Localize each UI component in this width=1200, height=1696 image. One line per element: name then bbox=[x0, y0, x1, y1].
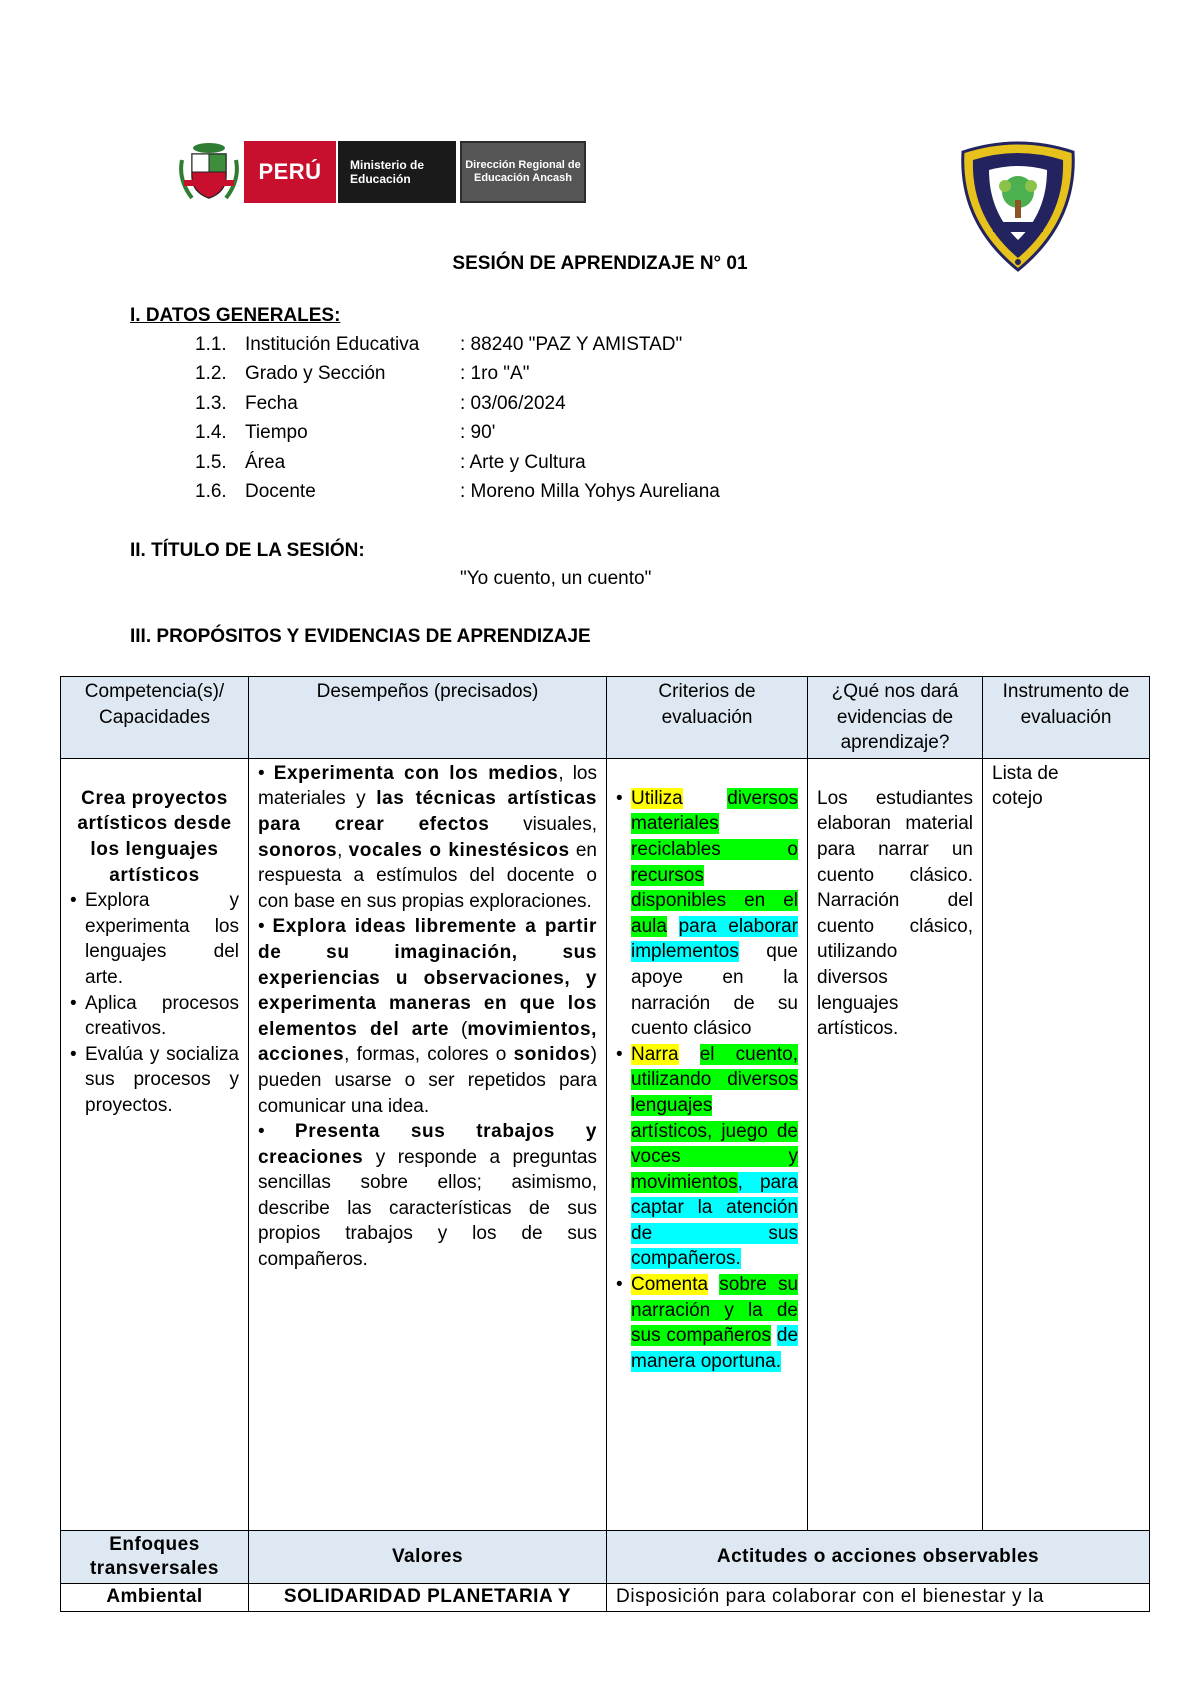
purposes-table bbox=[60, 676, 1150, 1612]
capacidades-list bbox=[70, 888, 239, 1118]
header-enfoques: Enfoques transversales bbox=[61, 1530, 249, 1583]
desempeno-bold: Explora ideas libremente a partir de su imaginación, sus experiencias u observaciones, y experimenta maneras en que los elementos del arte bbox=[258, 916, 597, 1040]
document-title: SESIÓN DE APRENDIZAJE N° 01 bbox=[452, 253, 748, 274]
peru-label: PERÚ bbox=[244, 141, 336, 203]
competencia-cell bbox=[61, 758, 249, 1530]
desempeno-bold: sonidos bbox=[513, 1044, 591, 1066]
criterio-item bbox=[616, 1272, 798, 1374]
evidencias-text: Los estudiantes elaboran material para narrar un cuento clásico. Narración del cuento clásico, utilizando diversos lenguajes artísticos. bbox=[817, 787, 973, 1040]
datos-value: : 03/06/2024 bbox=[460, 393, 566, 414]
desempeno-bold: sonoros bbox=[258, 839, 338, 861]
desempeno-text: ) pueden usarse o ser repetidos para comunicar una idea. bbox=[258, 1044, 597, 1117]
desempeno-text: en respuesta a estímulos del docente o con base en sus propias exploraciones. bbox=[258, 839, 597, 912]
desempeno-paragraph: • Explora ideas libremente a partir de su imaginación, sus experiencias u observaciones, y experimenta maneras en que los elementos del arte (movimientos, acciones, formas, colores o sonidos) pueden usarse o ser repetidos para comunicar una idea. bbox=[258, 916, 597, 1117]
instrumento-cell bbox=[983, 758, 1150, 1530]
desempeno-text: , formas, colores o bbox=[344, 1044, 514, 1066]
valor-solidaridad: SOLIDARIDAD PLANETARIA Y bbox=[249, 1583, 607, 1611]
header-evidencias: ¿Qué nos dará evidencias de aprendizaje? bbox=[808, 677, 983, 759]
datos-label: Institución Educativa bbox=[245, 334, 420, 355]
header-actitudes: Actitudes o acciones observables bbox=[607, 1530, 1150, 1583]
table-row bbox=[61, 758, 1150, 1530]
datos-value: : 88240 "PAZ Y AMISTAD" bbox=[460, 334, 683, 355]
desempeno-bold: Presenta sus trabajos y creaciones bbox=[258, 1121, 597, 1168]
desempeno-bold: vocales o kinestésicos bbox=[348, 839, 570, 861]
capacidad-item: • Aplica procesos creativos. bbox=[70, 991, 239, 1042]
criterio-text: sobre su narración y la de sus compañeros bbox=[631, 1274, 799, 1347]
session-title: "Yo cuento, un cuento" bbox=[460, 568, 652, 589]
capacidad-item: • Explora y experimenta los lenguajes del arte. bbox=[70, 888, 239, 990]
criterios-cell bbox=[607, 758, 808, 1530]
datos-num: 1.5. bbox=[195, 452, 227, 473]
header-logos bbox=[178, 140, 586, 204]
actitud-text: Disposición para colaborar con el bienestar y la bbox=[607, 1583, 1150, 1611]
ministry-label: Ministerio de Educación bbox=[338, 141, 456, 203]
competencia-title: Crea proyectos artísticos desde los lenguajes artísticos bbox=[77, 787, 232, 886]
desempeno-text: ( bbox=[449, 1018, 468, 1040]
datos-value: : Arte y Cultura bbox=[460, 452, 586, 473]
regional-direction-label: Dirección Regional de Educación Ancash bbox=[460, 141, 586, 203]
criterio-verb: Comenta bbox=[631, 1274, 709, 1296]
enfoques-row bbox=[61, 1583, 1150, 1611]
desempeno-bold: movimientos, acciones bbox=[258, 1018, 597, 1066]
criterios-list bbox=[616, 786, 798, 1375]
header-competencia: Competencia(s)/ Capacidades bbox=[61, 677, 249, 759]
datos-label: Grado y Sección bbox=[245, 363, 386, 384]
capacidad-item: • Evalúa y socializa sus procesos y proyectos. bbox=[70, 1042, 239, 1119]
header-desempenos: Desempeños (precisados) bbox=[249, 677, 607, 759]
header-valores: Valores bbox=[249, 1530, 607, 1583]
enfoques-header-row bbox=[61, 1530, 1150, 1583]
datos-value: : 1ro "A" bbox=[460, 363, 530, 384]
datos-label: Tiempo bbox=[245, 422, 308, 443]
criterio-text: , para captar la atención de sus compañeros. bbox=[631, 1171, 798, 1270]
desempeno-text: visuales, bbox=[489, 813, 598, 835]
desempeno-paragraph: • Experimenta con los medios, los materiales y las técnicas artísticas para crear efectos visuales, sonoros, vocales o kinestésicos en respuesta a estímulos del docente o con base en sus propias exploraciones. bbox=[258, 762, 598, 912]
evidencias-cell bbox=[808, 758, 983, 1530]
desempeno-text: y responde a preguntas sencillas sobre ellos; asimismo, describe las características de sus propios trabajos y los de sus compañeros. bbox=[258, 1146, 597, 1271]
section-titulo: II. TÍTULO DE LA SESIÓN: bbox=[130, 540, 365, 561]
criterio-verb: Narra bbox=[631, 1043, 679, 1065]
criterio-text: que apoye en la narración de su cuento clásico bbox=[631, 941, 798, 1040]
desempeno-bold: Experimenta con los medios bbox=[273, 762, 559, 784]
section-propositos: III. PROPÓSITOS Y EVIDENCIAS DE APRENDIZAJE bbox=[130, 626, 591, 647]
desempenos-cell bbox=[249, 758, 607, 1530]
section-datos-generales: I. DATOS GENERALES: bbox=[130, 305, 341, 326]
desempeno-paragraph: • Presenta sus trabajos y creaciones y responde a preguntas sencillas sobre ellos; asimismo, describe las características de sus propios trabajos y los de sus compañeros. bbox=[258, 1121, 597, 1271]
criterio-text: el cuento, utilizando diversos lenguajes artísticos, juego de voces y movimientos bbox=[631, 1043, 798, 1193]
header-criterios: Criterios de evaluación bbox=[607, 677, 808, 759]
datos-label: Área bbox=[245, 452, 286, 473]
criterio-verb: Utiliza bbox=[631, 787, 683, 809]
criterio-text: para elaborar implementos bbox=[631, 915, 798, 963]
criterio-text: de manera oportuna. bbox=[631, 1325, 799, 1372]
desempeno-text: , bbox=[337, 839, 349, 861]
desempeno-text: , los materiales y bbox=[258, 762, 597, 810]
datos-label: Fecha bbox=[245, 393, 298, 414]
datos-num: 1.6. bbox=[195, 481, 227, 502]
instrumento-text: Lista de cotejo bbox=[992, 762, 1059, 810]
datos-value: : 90' bbox=[460, 422, 496, 443]
datos-num: 1.4. bbox=[195, 422, 227, 443]
datos-value: : Moreno Milla Yohys Aureliana bbox=[460, 481, 720, 502]
peru-coat-of-arms-icon bbox=[178, 140, 240, 204]
header-instrumento: Instrumento de evaluación bbox=[983, 677, 1150, 759]
criterio-item bbox=[616, 1042, 798, 1272]
datos-num: 1.2. bbox=[195, 363, 227, 384]
table-header-row bbox=[61, 677, 1150, 759]
desempeno-bold: las técnicas artísticas para crear efectos bbox=[258, 788, 597, 835]
datos-num: 1.1. bbox=[195, 334, 227, 355]
criterio-text: diversos materiales reciclables o recursos disponibles en el aula bbox=[631, 787, 798, 937]
criterio-item bbox=[616, 786, 798, 1042]
datos-label: Docente bbox=[245, 481, 316, 502]
enfoque-ambiental: Ambiental bbox=[61, 1583, 249, 1611]
datos-num: 1.3. bbox=[195, 393, 227, 414]
